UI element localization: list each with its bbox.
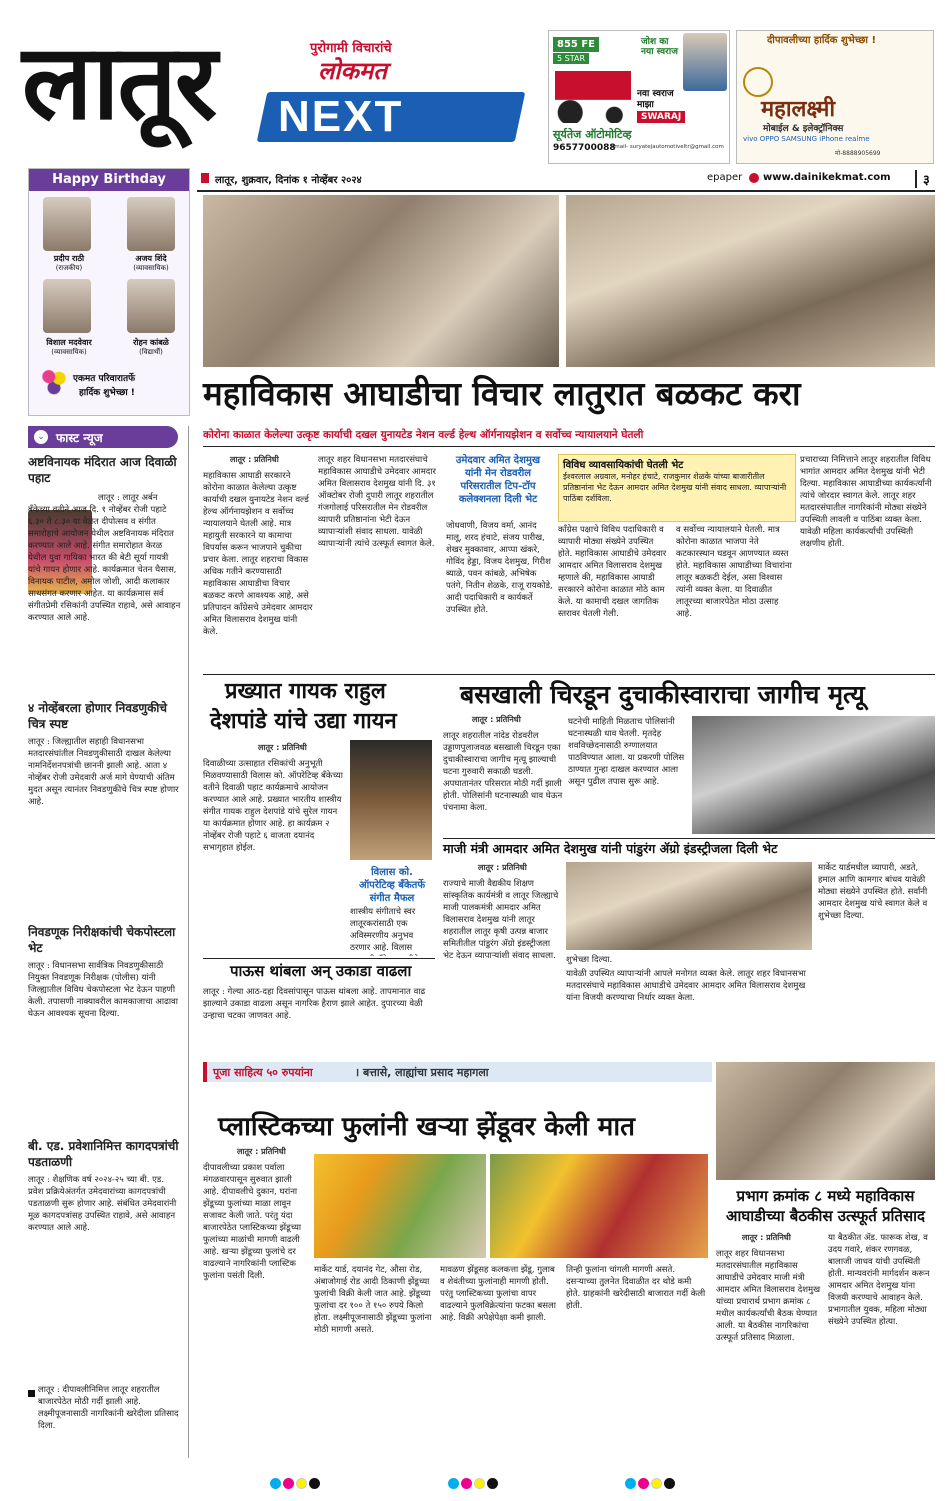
news-body: लातूर : शैक्षणिक वर्ष २०२४-२५ च्या बी. एड. प्रवेश प्रक्रियेअंतर्गत उमेदवारांच्या कागदपत्रांची पडताळणी सुरू होणार आहे. संबंधित उमेदवारांनी मूळ कागदपत्रांसह उपस्थित राहावे, असे आवाहन करण्यात आले आहे.: [28, 1175, 177, 1233]
ad-jewel-sub: मोबाईल & इलेक्ट्रॉनिक्स: [763, 124, 844, 134]
ad-jewel-name: महालक्ष्मी: [761, 97, 836, 122]
page-number: ३: [915, 170, 930, 188]
rahul-deshpande-photo: [350, 740, 432, 860]
registration-dot: [664, 1478, 675, 1489]
news-headline: बी. एड. प्रवेशानिमित्त कागदपत्रांची पडताळणी: [28, 1139, 179, 1169]
flowers-body: मार्केट यार्ड, दयानंद गेट, औसा रोड, अंबाजोगाई रोड आदी ठिकाणी झेंडूच्या फुलांची विक्री केली जात आहे. झेंडूच्या फुलांचा दर १०० ते १५० रुपये किलो होता. लक्ष्मीपूजनासाठी झेंडूच्या फुलांना मोठी मागणी असते.: [314, 1265, 432, 1335]
registration-dot: [651, 1478, 662, 1489]
rain-body: लातूर : गेल्या आठ-दहा दिवसांपासून पाऊस थांबला आहे. तापमानात वाढ झाल्याने उकाडा वाढला असून नागरिक हैराण झाले आहेत. दुपारच्या वेळी उन्हाचा चटका जाणवत आहे.: [203, 987, 426, 1021]
ad-badge: 855 FE: [553, 37, 599, 52]
birthday-photo: [127, 279, 175, 333]
birthday-photo: [127, 197, 175, 251]
news-headline: ४ नोव्हेंबरला होणार निवडणुकीचे चित्र स्पष्ट: [28, 701, 168, 731]
registration-dot: [487, 1478, 498, 1489]
fast-news-label: फास्ट न्यूज: [56, 431, 103, 445]
news-footer: लातूर : दीपावलीनिमित्त लातूर शहरातील बाजारपेठेत मोठी गर्दी झाली आहे. लक्ष्मीपूजनासाठी नागरिकांनी खरेदीला प्रतिसाद दिला.: [38, 1385, 179, 1431]
birthday-role: (व्यावसायिक): [133, 264, 169, 272]
marigold-photo: [314, 1154, 486, 1258]
birthday-photo: [43, 197, 91, 251]
byline: लातूर : प्रतिनिधी: [237, 1147, 286, 1156]
prabhag-body: या बैठकीत ॲड. फारूक शेख, व उदय गवारे, शंकर रणगवळ, बालाजी जाधव यांची उपस्थिती होती. मान्यवरांनी मार्गदर्शन करून आमदार अमित देशमुख यांना विजयी करण्याचे आवाहन केले. प्रभागातील युवक, महिला मोठ्या संख्येने उपस्थित होत्या.: [828, 1233, 930, 1327]
lead-subhead: कोरोना काळात केलेल्या उत्कृष्ट कार्याची दखल युनायटेड नेशन वर्ल्ड हेल्थ ऑर्गनायझेशन व सर्वोच्च न्यायालयाने घेतली: [203, 429, 644, 441]
prabhag-headline: प्रभाग क्रमांक ८ मध्ये महाविकास आघाडीच्या बैठकीस उत्स्फूर्त प्रतिसाद: [726, 1187, 925, 1225]
birthday-role: (व्यावसायिक): [51, 348, 87, 356]
accident-body: घटनेची माहिती मिळताच पोलिसांनी घटनास्थळी धाव घेतली. मृतदेह शवविच्छेदनासाठी रुग्णालयात पाठविण्यात आला. या प्रकरणी पोलिस ठाण्यात गुन्हा दाखल करण्यात आला असून पुढील तपास सुरू आहे.: [568, 717, 685, 787]
pandurang-body: राज्याचे माजी वैद्यकीय शिक्षण सांस्कृतिक कार्यमंत्री व लातूर जिल्ह्याचे माजी पालकमंत्री आमदार अमित विलासराव देशमुख यांनी लातूर शहरातील लातूर कृषी उत्पन्न बाजार समितीतील पांडुरंग ॲग्रो इंडस्ट्रीजला भेट देऊन व्यापाऱ्यांशी संवाद साधला.: [443, 879, 559, 961]
ad-person-photo: [683, 33, 727, 91]
flowers-body: मावळण झेंडूसह कलकत्ता झेंडू, गुलाब व शेवंतीच्या फुलांनाही मागणी होती. परंतु प्लास्टिकच्या फुलांचा वापर वाढल्याने फुलविक्रेत्यांना फटका बसला आहे. विक्री अपेक्षेपेक्षा कमी झाली.: [440, 1265, 556, 1323]
accident-body: लातूर शहरातील नांदेड रोडवरील उड्डाणपुलाजवळ बसखाली चिरडून एका दुचाकीस्वाराचा जागीच मृत्यू झाल्याची घटना गुरुवारी सकाळी घडली. अपघातानंतर परिसरात मोठी गर्दी झाली होती. पोलिसांनी घटनास्थळी धाव घेऊन पंचनामा केला.: [443, 731, 563, 813]
byline: लातूर : प्रतिनिधी: [478, 863, 527, 872]
lead-body: लातूर शहर विधानसभा मतदारसंघाचे महाविकास आघाडीचे उमेदवार आमदार अमित विलासराव देशमुख यांनी दि. ३१ ऑक्टोबर रोजी दुपारी लातूर शहरातील गंजगोलाई परिसरातील मेन रोडवरील व्यापारी प्रतिष्ठानांना भेटी देऊन व्यापाऱ्यांशी संवाद साधला. यावेळी व्यापाऱ्यांनी त्यांचे उत्स्फूर्त स्वागत केले.: [318, 455, 436, 549]
news-body: लातूर : जिल्ह्यातील सहाही विधानसभा मतदारसंघांतील निवडणुकीसाठी दाखल केलेल्या नामनिर्देशनपत्रांची छाननी झाली आहे. आता ४ नोव्हेंबर रोजी उमेदवारी अर्ज मागे घेण्याची अंतिम मुदत असून त्यानंतर निवडणुकीचे चित्र स्पष्ट होणार आहे.: [28, 737, 179, 807]
pandurang-headline: माजी मंत्री आमदार अमित देशमुख यांनी पांडुरंग ॲग्रो इंडस्ट्रीजला दिली भेट: [443, 841, 778, 856]
registration-dot: [625, 1478, 636, 1489]
ad-dealer: सूर्यतेज ऑटोमोटिव्ह: [553, 128, 632, 141]
pandurang-photo: [566, 862, 812, 950]
birthday-name: विशाल मदवेवार: [46, 338, 92, 347]
epaper-label: epaper: [707, 172, 743, 183]
flower-market-photo: [490, 1154, 708, 1258]
news-headline: निवडणूक निरीक्षकांची चेकपोस्टला भेट: [28, 925, 176, 955]
ad-jewel-phone: मो-8888905699: [835, 150, 881, 157]
singer-headline: प्रख्यात गायक राहुल: [225, 679, 386, 704]
birthday-title: Happy Birthday: [29, 169, 189, 191]
byline: लातूर : प्रतिनिधी: [230, 455, 279, 464]
photo-amit-store-2: [566, 195, 935, 367]
tractor-image: [555, 71, 631, 123]
lead-body: महाविकास आघाडी सरकारने कोरोना काळात केलेल्या उत्कृष्ट कार्याची दखल युनायटेड नेशन वर्ल्ड हेल्थ ऑर्गनायझेशन व सर्वोच्च न्यायालयाने घेतली आहे. मात्र महायुती सरकारने या कामाचा विपर्यास करून भाजपाने चुकीचा प्रचार केला. लातूर शहराचा विकास अधिक गतीने करण्यासाठी महाविकास आघाडीचा विचार बळकट करणे आवश्यक आहे, असे प्रतिपादन काँग्रेसचे उमेदवार आमदार अमित विलासराव देशमुख यांनी केले.: [203, 471, 313, 637]
ad-slogan: जोश का नया स्वराज: [641, 37, 678, 57]
masthead-tagline: पुरोगामी विचारांचे: [310, 41, 392, 56]
fast-news-header: [28, 426, 178, 448]
chevron-down-icon: ⌄: [34, 430, 48, 444]
birthday-name: रोहन कांबळे: [133, 338, 169, 347]
news-headline: अष्टविनायक मंदिरात आज दिवाळी पहाट: [28, 455, 177, 485]
registration-dot: [461, 1478, 472, 1489]
registration-dot: [309, 1478, 320, 1489]
byline: लातूर : प्रतिनिधी: [472, 715, 521, 724]
registration-dot: [283, 1478, 294, 1489]
ad-tractor: [548, 30, 730, 164]
fast-news-column: [28, 426, 189, 1458]
birthday-role: (विद्यार्थी): [139, 348, 163, 356]
masthead: [0, 0, 945, 165]
masthead-next: NEXT: [278, 92, 404, 141]
flowers-body: दीपावलीच्या प्रकाश पर्वाला मंगळवारपासून सुरुवात झाली आहे. दीपावलीचे दुकान, घरांना झेंडूच्या फुलांच्या माळा लावून सजावट केली जाते. परंतु यंदा बाजारपेठेत प्लास्टिकच्या झेंडूच्या फुलांच्या माळांची मागणी वाढली आहे. खऱ्या झेंडूच्या फुलांचे दर वाढल्याने नागरिकांनी प्लास्टिक फुलांना पसंती दिली.: [203, 1163, 302, 1281]
ad-tag: नवा स्वराज माझा: [637, 89, 674, 110]
dateline-text: लातूर, शुक्रवार, दिनांक १ नोव्हेंबर २०२४: [215, 175, 362, 186]
birthday-photo: [43, 279, 91, 333]
pooja-strip: [203, 1062, 712, 1082]
pooja-strip-rest: । बत्तासे, लाह्यांचा प्रसाद महागला: [355, 1066, 489, 1079]
lead-tint-box: [558, 454, 796, 522]
divider: [443, 838, 935, 839]
flowers-body: तिन्ही फुलांना चांगली मागणी असते. दसऱ्याच्या तुलनेत दिवाळीत दर थोडे कमी होते. ग्राहकांनी खरेदीसाठी बाजारात गर्दी केली होती.: [566, 1265, 706, 1311]
news-body: लातूर : लातूर अर्बन बँकेच्या वतीने आज दि. १ नोव्हेंबर रोजी पहाटे ६.३० ते ८.३० या वेळेत दीपोत्सव व संगीत समारोहाचे आयोजन येथील अष्टविनायक मंदिरात करण्यात आले आहे. संगीत समारोहात केरळ येथील युवा गायिका भारत की बेटी सूर्या गायत्री यांचे गायन होणार आहे. कार्यक्रमात चेतन घैसास, विनायक पाटील, अमोल जोशी, आदी कलाकार साथसंगत करणार आहेत. या कार्यक्रमास सर्व संगीतप्रेमी रसिकांनी उपस्थित राहावे, असे आवाहन करण्यात आले आहे.: [28, 493, 181, 623]
registration-dot: [474, 1478, 485, 1489]
birthday-wish: हार्दिक शुभेच्छा !: [79, 388, 135, 398]
news-body: लातूर : विधानसभा सार्वत्रिक निवडणुकीसाठी नियुक्त निवडणूक निरीक्षक (पोलीस) यांनी जिल्ह्यातील विविध चेकपोस्टला भेट देऊन पाहणी केली. तपासणी नाक्यावरील कामकाजाचा आढावा घेऊन आवश्यक सूचना दिल्या.: [28, 961, 178, 1019]
pandurang-body: मार्केट यार्डमधील व्यापारी, अडते, हमाल आणि कामगार बांधव यावेळी मोठ्या संख्येने उपस्थित होते. सर्वांनी आमदार देशमुख यांचे स्वागत केले व शुभेच्छा दिल्या.: [818, 863, 928, 921]
masthead-title: लातूर: [22, 21, 216, 143]
tint-title: विविध व्यावसायिकांची घेतली भेट: [563, 460, 684, 471]
prabhag-photo: [716, 1062, 935, 1180]
color-registration-bar: [0, 1474, 945, 1492]
byline: लातूर : प्रतिनिधी: [258, 743, 307, 752]
bouquet-icon: [41, 367, 67, 399]
accident-headline: बसखाली चिरडून दुचाकीस्वाराचा जागीच मृत्यू: [460, 680, 865, 709]
ad-phone: 9657700088: [553, 143, 616, 153]
ad-jewel-brands: vivo OPPO SAMSUNG iPhone realme: [743, 135, 870, 143]
lead-body: व सर्वोच्च न्यायालयाने घेतली. मात्र कोरोना काळात भाजपा नेते कटकारस्थान घडवून आणण्यात व्यस्त होते. महाविकास आघाडीच्या विचारांना लातूर बळकटी देईल, असा विश्वास त्यांनी व्यक्त केला. या दिवाळीत लातूरच्या बाजारपेठेत मोठा उत्साह आहे.: [676, 525, 792, 619]
divider: [203, 958, 435, 959]
divider: [203, 446, 935, 447]
dateline-bar: [197, 168, 935, 192]
masthead-brand: लोकमत: [318, 57, 387, 85]
lead-box-title: उमेदवार अमित देशमुख यांनी मेन रोडवरील परिसरातील टिप-टॉप कलेक्शनला दिली भेट: [455, 455, 541, 505]
site-link[interactable]: www.dainikekmat.com: [763, 172, 891, 183]
divider: [203, 674, 935, 675]
prabhag-body: लातूर शहर विधानसभा मतदारसंघातील महाविकास आघाडीचे उमेदवार माजी मंत्री आमदार अमित विलासराव देशमुख यांच्या प्रचारार्थ प्रभाग क्रमांक ८ मधील कार्यकर्त्यांची बैठक घेण्यात आली. या बैठकीस नागरिकांचा उत्स्फूर्त प्रतिसाद मिळाला.: [716, 1249, 821, 1343]
registration-dot: [296, 1478, 307, 1489]
registration-dot: [638, 1478, 649, 1489]
singer-box: विलास को. ऑपरेटिव्ह बँकेतर्फे संगीत मैफल: [358, 867, 426, 904]
dateline-mark: [201, 173, 209, 183]
lead-headline: महाविकास आघाडीचा विचार लातुरात बळकट करा: [203, 374, 801, 413]
birthday-box: [28, 168, 190, 416]
lead-body: काँग्रेस पक्षाचे विविध पदाधिकारी व व्यापारी मोठ्या संख्येने उपस्थित होते. महाविकास आघाडीचे उमेदवार आमदार अमित विलासराव देशमुख म्हणाले की, महाविकास आघाडी सरकारने कोरोना काळात मोठे काम केले. या कामाची दखल जागतिक स्तरावर घेतली गेली.: [558, 525, 667, 619]
accident-photo: [692, 716, 935, 834]
registration-dot: [448, 1478, 459, 1489]
birthday-name: प्रदीप राठी: [53, 254, 85, 263]
ad-badge2: 5 STAR: [553, 53, 589, 64]
registration-dot: [270, 1478, 281, 1489]
globe-icon: [749, 173, 759, 183]
birthday-name: अजय शिंदे: [135, 254, 167, 263]
photo-amit-store-1: [203, 195, 559, 367]
pandurang-body: यावेळी उपस्थित व्यापाऱ्यांनी आपले मनोगत व्यक्त केले. लातूर शहर विधानसभा मतदारसंघाचे महाविकास आघाडीचे उमेदवार आमदार अमित विलासराव देशमुख यांना विजयी करण्याचा निर्धार व्यक्त केला.: [566, 969, 806, 1003]
lead-body: जोधवाणी, विजय वर्मा, आनंद मालू, शरद हंचाटे, संजय पारीख, शेखर मुक्कावार, आप्पा खंकरे, गोविंद हेड्डा, विजय देशमुख, गिरीश ब्याळे, पवन कांबळे, अभिषेक पतंगे, नितीन शेळके, राजू रायकोडे, आदी पदाधिकारी व कार्यकर्ते उपस्थित होते.: [446, 521, 553, 615]
byline: लातूर : प्रतिनिधी: [742, 1233, 791, 1242]
lead-body: प्रचाराच्या निमित्ताने लातूर शहरातील विविध भागांत आमदार अमित देशमुख यांनी भेटी दिल्या. महाविकास आघाडीच्या कार्यकर्त्यांनी त्यांचे जोरदार स्वागत केले. लातूर शहर मतदारसंघातील नागरिकांनी मोठ्या संख्येने उपस्थिती लावली व पाठिंबा व्यक्त केला. यावेळी महिला कार्यकर्त्यांची उपस्थिती लक्षणीय होती.: [800, 455, 932, 549]
bullet-square: [28, 1390, 35, 1397]
ad-email: email- suryatejautomotiveltr@gmail.com: [611, 144, 724, 150]
birthday-wish: एकमत परिवारातर्फे: [73, 374, 136, 384]
ad-mahalakshmi: [736, 30, 934, 164]
singer-body: दिवाळीच्या उत्साहात रसिकांची अनुभूती मिळवण्यासाठी विलास को. ऑपरेटिव्ह बँकेच्या वतीने दिवाळी पहाट कार्यक्रमाचे आयोजन करण्यात आले आहे. प्रख्यात भारतीय शास्त्रीय संगीत गायक राहुल देशपांडे यांचे सुरेल गायन या कार्यक्रमात होणार आहे. हा कार्यक्रम २ नोव्हेंबर रोजी पहाटे ६ वाजता दयानंद सभागृहात होईल.: [203, 759, 343, 853]
photo-caption: शुभेच्छा दिल्या.: [566, 955, 613, 965]
pooja-strip-red: पूजा साहित्य ५० रुपयांना: [213, 1066, 313, 1079]
singer-body: शास्त्रीय संगीताचे स्वर लातूरकरांसाठी एक अविस्मरणीय अनुभव ठरणार आहे. विलास: [350, 907, 416, 953]
rain-headline: पाऊस थांबला अन् उकाडा वाढला: [230, 962, 412, 980]
flowers-headline: प्लास्टिकच्या फुलांनी खऱ्या झेंडूवर केली मात: [218, 1112, 635, 1142]
ad-greeting: दीपावलीच्या हार्दिक शुभेच्छा !: [767, 35, 877, 46]
birthday-role: (राजकीय): [55, 264, 83, 272]
tint-body: ईश्वरलाल अग्रवाल, मनोहर हंचाटे, राजकुमार शेळके यांच्या बाजारीतील प्रतिष्ठानांना भेट देऊन आमदार अमित देशमुख यांनी संवाद साधला. व्यापाऱ्यांनी पाठिंबा दर्शविला.: [563, 472, 787, 503]
singer-headline: देशपांडे यांचे उद्या गायन: [210, 709, 397, 734]
ad-brand: SWARAJ: [637, 111, 685, 123]
